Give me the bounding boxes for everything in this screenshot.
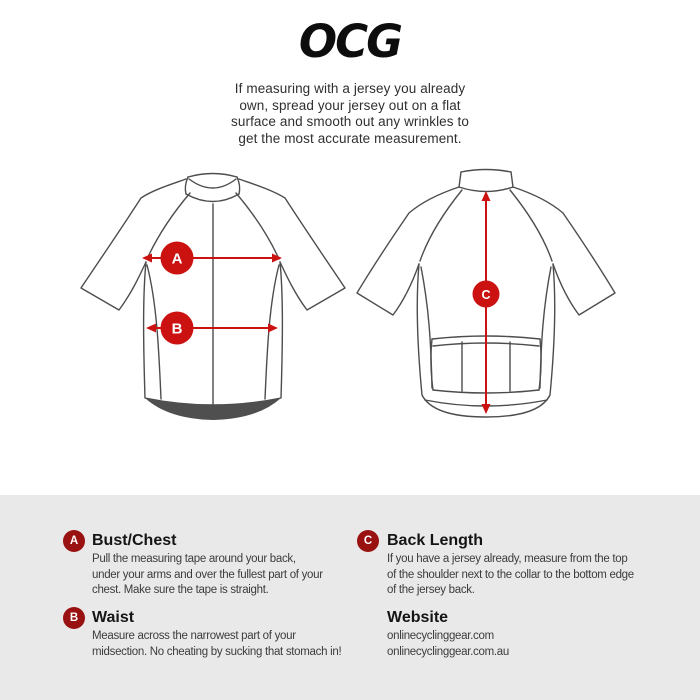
measure-arrow-c: [473, 191, 500, 414]
marker-a-label: A: [171, 250, 183, 268]
legend-text-waist: [92, 629, 341, 660]
legend-line: Measure across the narrowest part of your: [92, 630, 296, 642]
legend-text-website: [387, 629, 509, 660]
legend-line: of the shoulder next to the collar to the bottom edge: [387, 568, 634, 581]
legend-title-back-length: Back Length: [387, 532, 484, 549]
legend-line: under your arms and over the fullest part of your: [92, 568, 323, 581]
legend-footer: [0, 495, 700, 700]
legend-badge-c: C: [357, 530, 379, 552]
measure-arrow-a: [142, 242, 282, 275]
intro-line: get the most accurate measurement.: [238, 130, 462, 146]
jersey-back-diagram: [345, 163, 625, 438]
marker-c-label: C: [481, 288, 491, 302]
website-url: onlinecyclinggear.com: [387, 630, 494, 642]
legend-badge-a: A: [63, 530, 85, 552]
website-url: onlinecyclinggear.com.au: [387, 645, 509, 658]
intro-line: If measuring with a jersey you already: [234, 81, 466, 96]
marker-b-label: B: [171, 320, 183, 338]
legend-title-bust: Bust/Chest: [92, 532, 177, 549]
legend-title-website: Website: [387, 609, 449, 626]
legend-text-bust: [92, 552, 323, 599]
legend-line: chest. Make sure the tape is straight.: [92, 584, 269, 597]
jersey-front-diagram: [73, 163, 353, 438]
legend-line: If you have a jersey already, measure from the top: [387, 553, 628, 565]
ocg-logo: OCG: [298, 15, 402, 68]
intro-line: own, spread your jersey out on a flat: [239, 97, 461, 113]
legend-line: of the jersey back.: [387, 584, 475, 597]
legend-title-waist: Waist: [92, 609, 135, 626]
intro-paragraph: [0, 81, 700, 147]
intro-line: surface and smooth out any wrinkles to: [231, 114, 469, 129]
legend-line: Pull the measuring tape around your back,: [92, 553, 296, 565]
legend-text-back-length: [387, 552, 634, 599]
measure-arrow-b: [146, 312, 278, 345]
legend-line: midsection. No cheating by sucking that stomach in!: [92, 645, 342, 658]
jersey-front-outline: [81, 174, 345, 413]
legend-badge-b: B: [63, 607, 85, 629]
